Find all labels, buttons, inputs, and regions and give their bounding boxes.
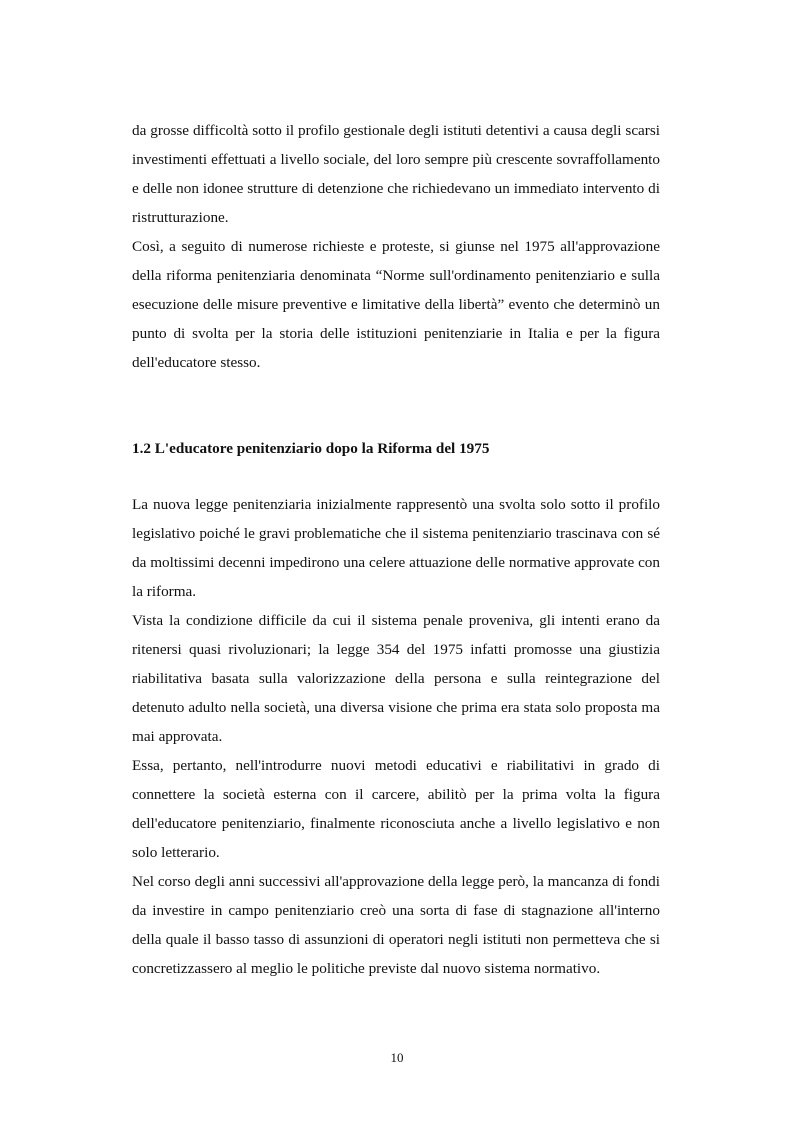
paragraph-stagnation: Nel corso degli anni successivi all'approvazione della legge però, la mancanza di fondi da investire in campo penitenziario creò una sorta di fase di stagnazione all'interno della quale il basso tasso di assunzioni di operatori negli istituti non permetteva che si concretizzassero al meglio le politiche previste dal nuovo sistema normativo. — [132, 873, 660, 977]
page-number: 10 — [390, 1050, 404, 1065]
intro-text-block — [132, 116, 660, 377]
section-heading: 1.2 L'educatore penitenziario dopo la Riforma del 1975 — [132, 440, 490, 457]
paragraph-educator-figure: Essa, pertanto, nell'introdurre nuovi metodi educativi e riabilitativi in grado di connettere la società esterna con il carcere, abilitò per la prima volta la figura dell'educatore penitenziario, finalmente riconosciuta anche a livello legislativo e non solo letterario. — [132, 757, 660, 861]
paragraph-overcrowding: da grosse difficoltà sotto il profilo gestionale degli istituti detentivi a causa degli scarsi investimenti effettuati a livello sociale, del loro sempre più crescente sovraffollamento e delle non idonee strutture di detenzione che richiedevano un immediato intervento di ristrutturazione. — [132, 122, 660, 226]
paragraph-reform-1975: Così, a seguito di numerose richieste e proteste, si giunse nel 1975 all'approvazione della riforma penitenziaria denominata “Norme sull'ordinamento penitenziario e sulla esecuzione delle misure preventive e limitative della libertà” evento che determinò un punto di svolta per la storia delle istituzioni penitenziarie in Italia e per la figura dell'educatore stesso. — [132, 238, 660, 371]
section-text-block — [132, 490, 660, 983]
paragraph-law-354: Vista la condizione difficile da cui il sistema penale proveniva, gli intenti erano da ritenersi quasi rivoluzionari; la legge 354 del 1975 infatti promosse una giustizia riabilitativa basata sulla valorizzazione della persona e sulla reintegrazione del detenuto adulto nella società, una diversa visione che prima era stata solo proposta ma mai approvata. — [132, 612, 660, 745]
paragraph-new-law: La nuova legge penitenziaria inizialmente rappresentò una svolta solo sotto il profilo legislativo poiché le gravi problematiche che il sistema penitenziario trascinava con sé da moltissimi decenni impedirono una celere attuazione delle normative approvate con la riforma. — [132, 496, 660, 600]
